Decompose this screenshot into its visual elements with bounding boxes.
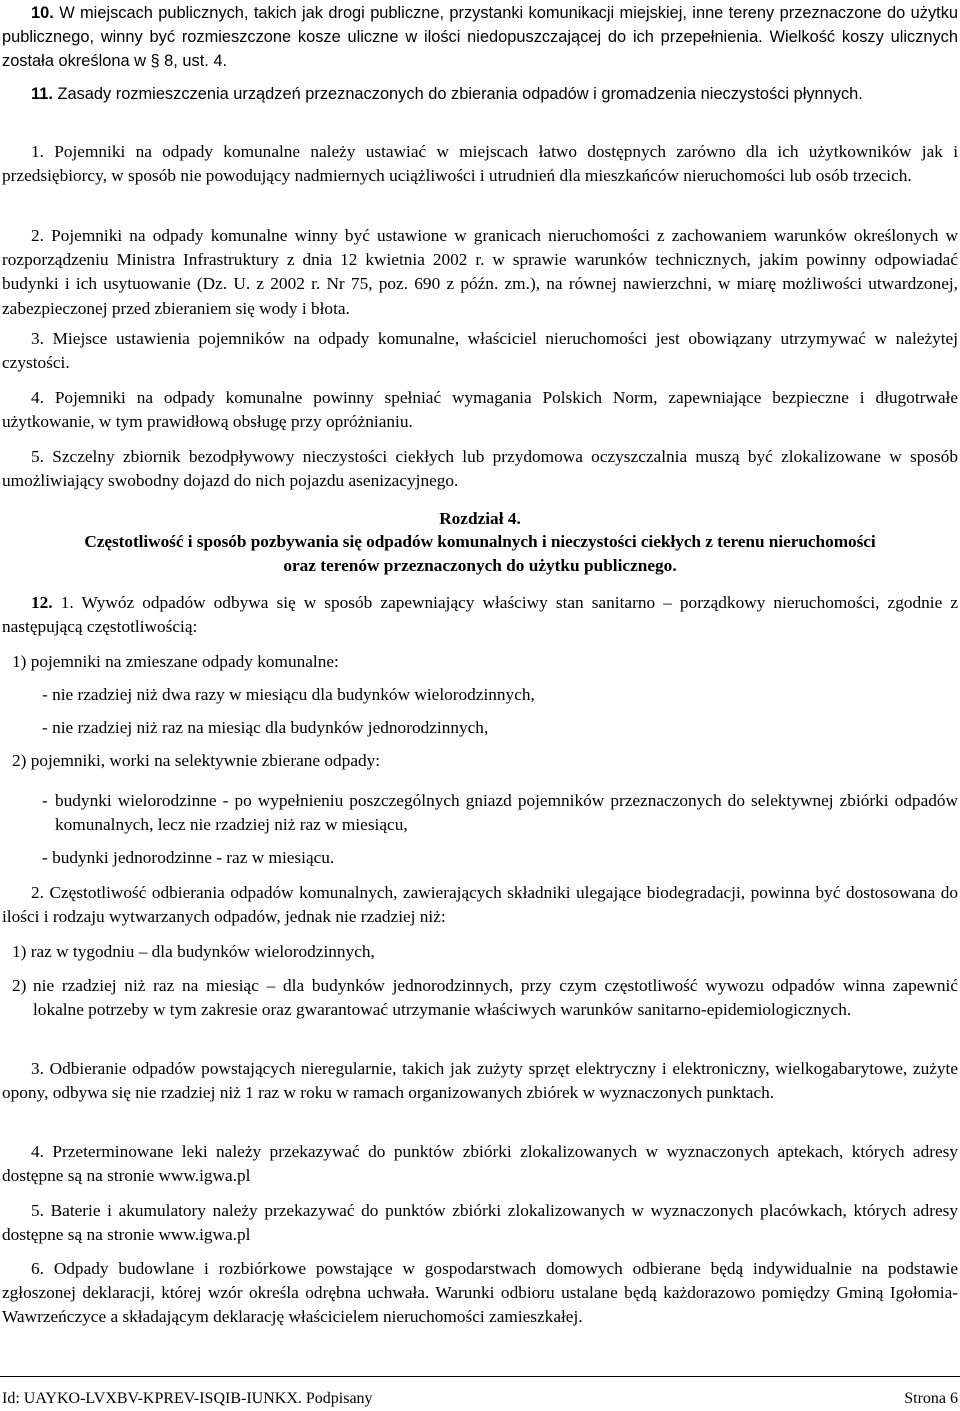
paragraph-11-item-1 [2, 140, 958, 188]
item-text: Pojemniki na odpady komunalne powinny spełniać wymagania Polskich Norm, zapewniające bezpieczne i długotrwałe użytkowanie, w tym prawidłową obsługę przy opróżnianiu. [2, 388, 958, 432]
list-item: 1) raz w tygodniu – dla budynków wielorodzinnych, [12, 942, 375, 961]
item-number: 4. [31, 388, 44, 407]
paragraph-11-item-2 [2, 224, 958, 321]
item-number: 5. [31, 1201, 44, 1220]
paragraph-12-item-4 [2, 1140, 958, 1188]
list-subitem: budynki wielorodzinne - po wypełnieniu poszczególnych gniazd pojemników przeznaczonych do selektywnej zbiórki odpadów komunalnych, lecz nie rzadziej niż raz w miesiącu, [55, 791, 958, 835]
list-number: 2) [12, 976, 27, 995]
paragraph-11-item-5 [2, 445, 958, 493]
item-text: Baterie i akumulatory należy przekazywać do punktów zbiórki zlokalizowanych w wyznaczonych placówkach, których adresy dostępne są na stronie www.igwa.pl [2, 1201, 958, 1245]
paragraph-12-item-6 [2, 1257, 958, 1330]
paragraph-text: W miejscach publicznych, takich jak drogi publiczne, przystanki komunikacji miejskiej, inne tereny przeznaczone do użytku publicznego, winny być rozmieszczone kosze uliczne w ilości niedopuszczającej do ich przepełnienia. Wielkość koszy ulicznych została określona w § 8, ust. 4. [2, 4, 959, 71]
paragraph-12 [2, 591, 958, 639]
list-subitem: - nie rzadziej niż raz na miesiąc dla budynków jednorodzinnych, [42, 718, 489, 737]
item-text: Odbieranie odpadów powstających nieregularnie, takich jak zużyty sprzęt elektryczny i elektroniczny, wielkogabarytowe, zużyte opony, odbywa się nie rzadziej niż 1 raz w roku w ramach organizowanych zbiórek w wyznaczonych punktach. [2, 1059, 959, 1103]
item-number: 3. [31, 1059, 44, 1078]
list-subitem: - budynki jednorodzinne - raz w miesiącu. [42, 848, 335, 867]
item-number: 1. [60, 593, 74, 612]
item-text: Częstotliwość odbierania odpadów komunalnych, zawierających składniki ulegające biodegradacji, powinna być dostosowana do ilości i rodzaju wytwarzanych odpadów, jednak nie rzadziej niż: [2, 883, 958, 927]
item-number: 1. [31, 142, 44, 161]
item-text: Pojemniki na odpady komunalne należy ustawiać w miejscach łatwo dostępnych zarówno dla ich użytkowników jak i przedsiębiorcy, w sposób nie powodujący nadmiernych uciążliwości i utrudnień dla mieszkańców nieruchomości lub osób trzecich. [2, 142, 958, 186]
paragraph-number: 12. [31, 593, 53, 612]
item-text: Pojemniki na odpady komunalne winny być ustawione w granicach nieruchomości z zachowaniem warunków określonych w rozporządzeniu Ministra Infrastruktury z dnia 12 kwietnia 2002 r. w sprawie warunków technicznych, jakim powinny odpowiadać budynki i ich usytuowanie (Dz. U. z 2002 r. Nr 75, poz. 690 z późn. zm.), na równej nawierzchni, w miarę możliwości utwardzonej, zabezpieczonej przed zbieraniem się wody i błota. [2, 226, 958, 318]
paragraph-12-item-5 [2, 1199, 958, 1247]
footer-divider [0, 1376, 960, 1377]
paragraph-number: 11. [31, 85, 53, 103]
item-number: 5. [31, 447, 44, 466]
footer-page-number: Strona 6 [904, 1390, 958, 1407]
list-item: 1) pojemniki na zmieszane odpady komunalne: [12, 652, 339, 671]
chapter-title-line-2: oraz terenów przeznaczonych do użytku publicznego. [283, 556, 677, 575]
item-number: 2. [31, 226, 44, 245]
paragraph-number: 10. [31, 4, 54, 22]
chapter-label: Rozdział 4. [439, 509, 521, 528]
item-text: Miejsce ustawienia pojemników na odpady komunalne, właściciel nieruchomości jest obowiązany utrzymywać w należytej czystości. [2, 329, 959, 373]
paragraph-10 [2, 1, 958, 74]
list-dash: - [42, 791, 48, 810]
item-number: 4. [31, 1142, 44, 1161]
chapter-title-line-1: Częstotliwość i sposób pozbywania się odpadów komunalnych i nieczystości ciekłych z terenu nieruchomości [84, 532, 876, 551]
paragraph-text: Wywóz odpadów odbywa się w sposób zapewniający właściwy stan sanitarno – porządkowy nieruchomości, zgodnie z następującą częstotliwością: [2, 593, 959, 637]
item-text: Przeterminowane leki należy przekazywać do punktów zbiórki zlokalizowanych w wyznaczonych aptekach, których adresy dostępne są na stronie www.igwa.pl [2, 1142, 958, 1186]
paragraph-11-item-4 [2, 386, 958, 434]
paragraph-11-item-3 [2, 327, 958, 375]
paragraph-12-item-2 [2, 881, 958, 929]
item-text: Odpady budowlane i rozbiórkowe powstające w gospodarstwach domowych odbierane będą indywidualnie na podstawie zgłoszonej deklaracji, której wzór określa odrębna uchwała. Warunki odbioru ustalane będą każdorazowo pomiędzy Gminą Igołomia-Wawrzeńczyce a składającym deklarację właścicielem nieruchomości zamieszkałej. [2, 1259, 958, 1327]
item-text: Szczelny zbiornik bezodpływowy nieczystości ciekłych lub przydomowa oczyszczalnia muszą być zlokalizowane w sposób umożliwiający swobodny dojazd do nich pojazdu asenizacyjnego. [2, 447, 958, 491]
footer-document-id: Id: UAYKO-LVXBV-KPREV-ISQIB-IUNKX. Podpisany [2, 1390, 373, 1407]
list-item: 2) pojemniki, worki na selektywnie zbierane odpady: [12, 751, 381, 770]
item-number: 3. [31, 329, 44, 348]
paragraph-text: Zasady rozmieszczenia urządzeń przeznaczonych do zbierania odpadów i gromadzenia nieczystości płynnych. [57, 85, 863, 103]
item-number: 2. [31, 883, 44, 902]
list-subitem: - nie rzadziej niż dwa razy w miesiącu dla budynków wielorodzinnych, [42, 685, 535, 704]
list-item: nie rzadziej niż raz na miesiąc – dla budynków jednorodzinnych, przy czym częstotliwość wywozu odpadów winna zapewnić lokalne potrzeby w tym zakresie oraz gwarantować utrzymanie właściwych warunków sanitarno-epidemiologicznych. [33, 976, 958, 1020]
paragraph-11 [2, 82, 958, 106]
item-number: 6. [31, 1259, 44, 1278]
paragraph-12-item-3 [2, 1057, 958, 1105]
